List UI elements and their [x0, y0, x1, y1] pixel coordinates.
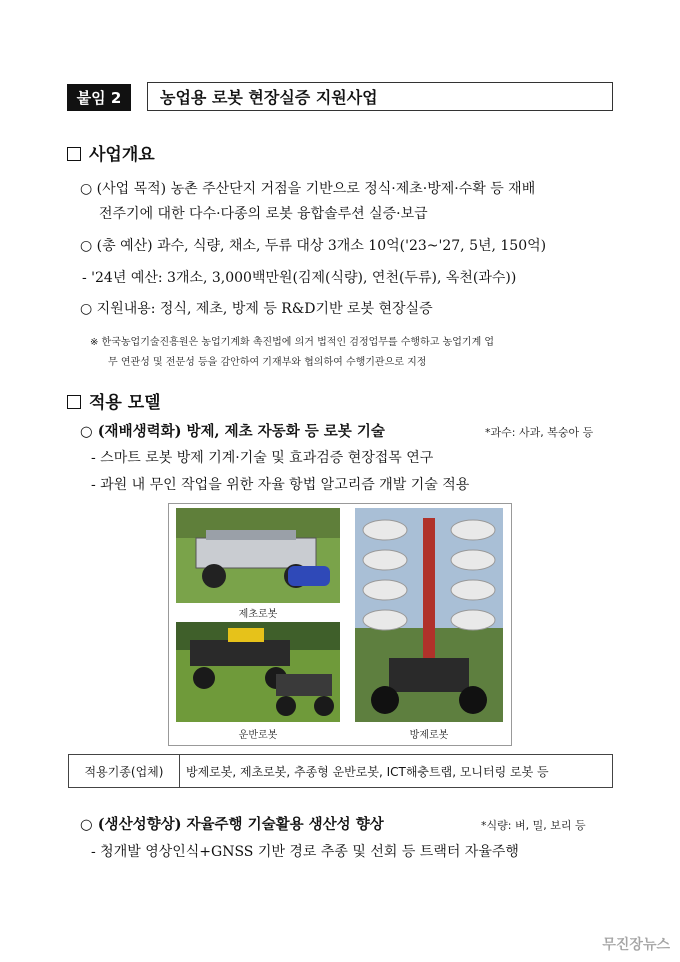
models-item2-note: *식량: 벼, 밀, 보리 등: [481, 819, 586, 832]
weeding-robot-photo: [176, 508, 340, 603]
applied-models-table: [68, 754, 613, 788]
section-overview-heading: [67, 140, 155, 165]
watermark-logo: 무진장뉴스: [602, 937, 670, 953]
overview-support: ○ 지원내용: 정식, 제초, 방제 등 R&D기반 로봇 현장실증: [80, 301, 433, 317]
overview-note-line2: 무 연관성 및 전문성 등을 감안하여 기재부와 협의하여 수행기관으로 지정: [108, 357, 427, 368]
models-item1-sub2: - 과원 내 무인 작업을 위한 자율 항법 알고리즘 개발 기술 적용: [91, 477, 470, 493]
overview-purpose-line2: 전주기에 대한 다수·다종의 로봇 융합솔루션 실증·보급: [99, 206, 428, 222]
models-item1: ○ (재배생력화) 방제, 제초 자동화 등 로봇 기술: [80, 423, 385, 440]
spraying-robot-photo: [355, 508, 503, 722]
attachment-badge: 붙임 2: [67, 84, 131, 111]
table-label-cell: 적용기종(업체): [69, 755, 180, 788]
models-item1-note: *과수: 사과, 복숭아 등: [485, 426, 594, 439]
overview-note-line1: ※ 한국농업기술진흥원은 농업기계화 촉진법에 의거 법적인 검정업무를 수행하고 농업기계 업: [90, 337, 495, 348]
overview-budget: ○ (총 예산) 과수, 식량, 채소, 두류 대상 3개소 10억('23~'27, 5년, 150억): [80, 238, 547, 254]
section-models-heading: [67, 388, 161, 413]
table-row: [69, 755, 613, 788]
overview-purpose-line1: ○ (사업 목적) 농촌 주산단지 거점을 기반으로 정식·제초·방제·수확 등 재배: [80, 181, 536, 197]
caption-transport-robot: 운반로봇: [238, 730, 278, 741]
models-item2: ○ (생산성향상) 자율주행 기술활용 생산성 향상: [80, 816, 384, 833]
transport-robot-photo: [176, 622, 340, 722]
caption-spraying-robot: 방제로봇: [409, 730, 449, 741]
table-value-cell: 방제로봇, 제초로봇, 추종형 운반로봇, ICT해충트랩, 모니터링 로봇 등: [180, 755, 613, 788]
models-item1-sub1: - 스마트 로봇 방제 기계·기술 및 효과검증 현장접목 연구: [91, 450, 434, 466]
caption-weeding-robot: 제초로봇: [238, 609, 278, 620]
section-models-heading-text: 적용 모델: [89, 393, 161, 413]
document-title: [147, 82, 613, 111]
section-overview-heading-text: 사업개요: [89, 145, 155, 165]
robot-photo-panel: [168, 503, 512, 746]
overview-budget-2024: - '24년 예산: 3개소, 3,000백만원(김제(식량), 연천(두류), 옥천(과수)): [82, 270, 517, 286]
document-title-text: 농업용 로봇 현장실증 지원사업: [160, 88, 378, 107]
models-item2-sub1: - 청개발 영상인식+GNSS 기반 경로 추종 및 선회 등 트랙터 자율주행: [91, 844, 519, 860]
checkbox-square-icon: [67, 395, 81, 409]
checkbox-square-icon: [67, 147, 81, 161]
